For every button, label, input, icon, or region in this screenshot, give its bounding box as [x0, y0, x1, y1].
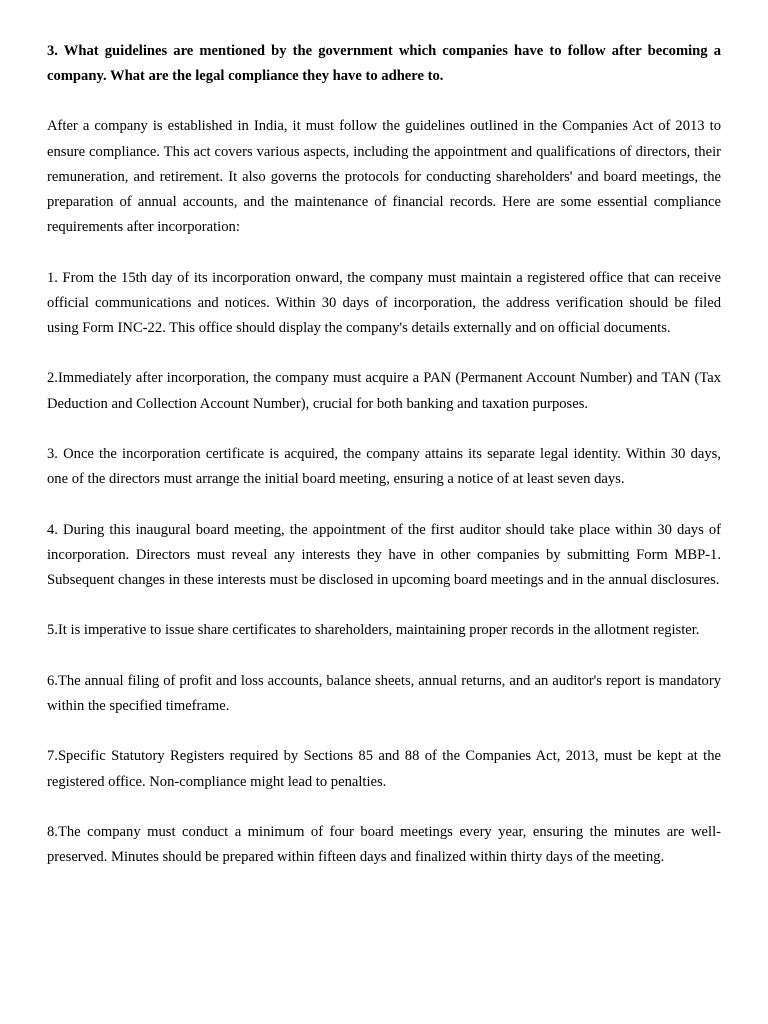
- compliance-point-1: 1. From the 15th day of its incorporation onward, the company must maintain a registered office that can receive official communications and notices. Within 30 days of incorporation, the address verification should be filed using Form INC-22. This office should display the company's details externally and on official documents.: [47, 269, 721, 337]
- intro-paragraph: After a company is established in India, it must follow the guidelines outlined in the Companies Act of 2013 to ensure compliance. This act covers various aspects, including the appointment and qualifications of directors, their remuneration, and retirement. It also governs the protocols for conducting shareholders' and board meetings, the preparation of annual accounts, and the maintenance of financial records. Here are some essential compliance requirements after incorporation:: [47, 118, 721, 236]
- question-heading: 3. What guidelines are mentioned by the government which companies have to follow after becoming a company. What are the legal compliance they have to adhere to.: [47, 43, 721, 85]
- compliance-point-6: 6.The annual filing of profit and loss accounts, balance sheets, annual returns, and an auditor's report is mandatory within the specified timeframe.: [47, 672, 721, 714]
- compliance-point-8: 8.The company must conduct a minimum of four board meetings every year, ensuring the minutes are well-preserved. Minutes should be prepared within fifteen days and finalized within thirty days of the meeting.: [47, 823, 721, 866]
- compliance-point-5: 5.It is imperative to issue share certificates to shareholders, maintaining proper records in the allotment register.: [47, 622, 700, 639]
- compliance-point-3: 3. Once the incorporation certificate is acquired, the company attains its separate legal identity. Within 30 days, one of the directors must arrange the initial board meeting, ensuring a notice of at least seven days.: [47, 446, 721, 488]
- compliance-point-7: 7.Specific Statutory Registers required by Sections 85 and 88 of the Companies Act, 2013, must be kept at the registered office. Non-compliance might lead to penalties.: [47, 748, 721, 790]
- compliance-point-4: 4. During this inaugural board meeting, the appointment of the first auditor should take place within 30 days of incorporation. Directors must reveal any interests they have in other companies by submitting Form MBP-1. Subsequent changes in these interests must be disclosed in upcoming board meetings and in the annual disclosures.: [47, 521, 721, 588]
- compliance-point-2: 2.Immediately after incorporation, the company must acquire a PAN (Permanent Account Number) and TAN (Tax Deduction and Collection Account Number), crucial for both banking and taxation purposes.: [47, 370, 721, 412]
